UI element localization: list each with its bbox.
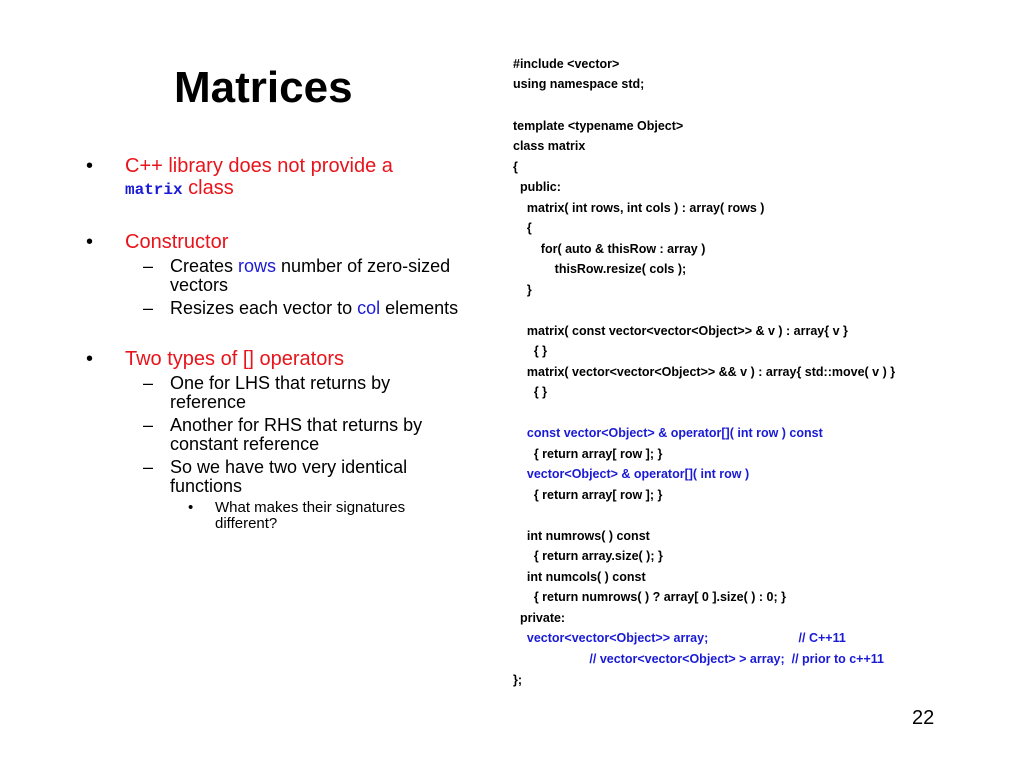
- code-line: private:: [513, 611, 566, 625]
- code-line: { return numrows( ) ? array[ 0 ].size( ) : 0; }: [513, 590, 786, 604]
- page-number: 22: [912, 707, 935, 729]
- sub-bullet-creates: – Creates rows number of zero-sized vectors: [86, 257, 466, 295]
- bullet-list: [86, 155, 466, 532]
- code-line: int numrows( ) const: [513, 529, 650, 543]
- code-line: };: [513, 673, 523, 687]
- code-line: {: [513, 160, 518, 174]
- slide-title: Matrices: [174, 63, 353, 112]
- bullet-library-class: class: [182, 177, 234, 199]
- bullet-library: [86, 155, 466, 201]
- code-line: }: [513, 283, 532, 297]
- code-line: { }: [513, 344, 548, 358]
- bullet-library-text: C++ library does not provide a: [125, 155, 393, 177]
- code-line: template <typename Object>: [513, 119, 684, 133]
- code-line: { return array[ row ]; }: [513, 488, 663, 502]
- code-line: class matrix: [513, 139, 586, 153]
- code-line: thisRow.resize( cols );: [513, 262, 687, 276]
- code-line-highlight: // vector<vector<Object> > array; // prior to c++11: [513, 652, 884, 666]
- code-line: { }: [513, 385, 548, 399]
- sub-bullet-resizes: – Resizes each vector to col elements: [86, 299, 466, 318]
- code-line: public:: [513, 180, 561, 194]
- code-line: #include <vector>: [513, 57, 620, 71]
- code-line-highlight: const vector<Object> & operator[]( int row ) const: [513, 426, 823, 440]
- rows-keyword: rows: [238, 256, 277, 276]
- sub-bullet-lhs: – One for LHS that returns by reference: [86, 374, 466, 412]
- col-keyword: col: [357, 298, 381, 318]
- code-line: matrix( int rows, int cols ) : array( rows ): [513, 201, 765, 215]
- code-line-highlight: vector<Object> & operator[]( int row ): [513, 467, 750, 481]
- code-line: using namespace std;: [513, 77, 645, 91]
- code-line: { return array.size( ); }: [513, 549, 663, 563]
- sub-sub-bullet-signatures: • What makes their signatures different?: [86, 500, 466, 532]
- code-line: int numcols( ) const: [513, 570, 646, 584]
- code-line: {: [513, 221, 532, 235]
- sub-bullet-rhs: – Another for RHS that returns by constant reference: [86, 416, 466, 454]
- matrix-keyword: matrix: [125, 181, 183, 199]
- code-line: for( auto & thisRow : array ): [513, 242, 706, 256]
- code-line: matrix( const vector<vector<Object>> & v ) : array{ v }: [513, 324, 848, 338]
- bullet-constructor: • Constructor: [86, 231, 466, 253]
- code-line: { return array[ row ]; }: [513, 447, 663, 461]
- bullet-operators: • Two types of [] operators: [86, 348, 466, 370]
- code-line: matrix( vector<vector<Object>> && v ) : array{ std::move( v ) }: [513, 365, 896, 379]
- code-line-highlight: vector<vector<Object>> array; // C++11: [513, 631, 846, 645]
- sub-bullet-identical: – So we have two very identical functions: [86, 458, 466, 496]
